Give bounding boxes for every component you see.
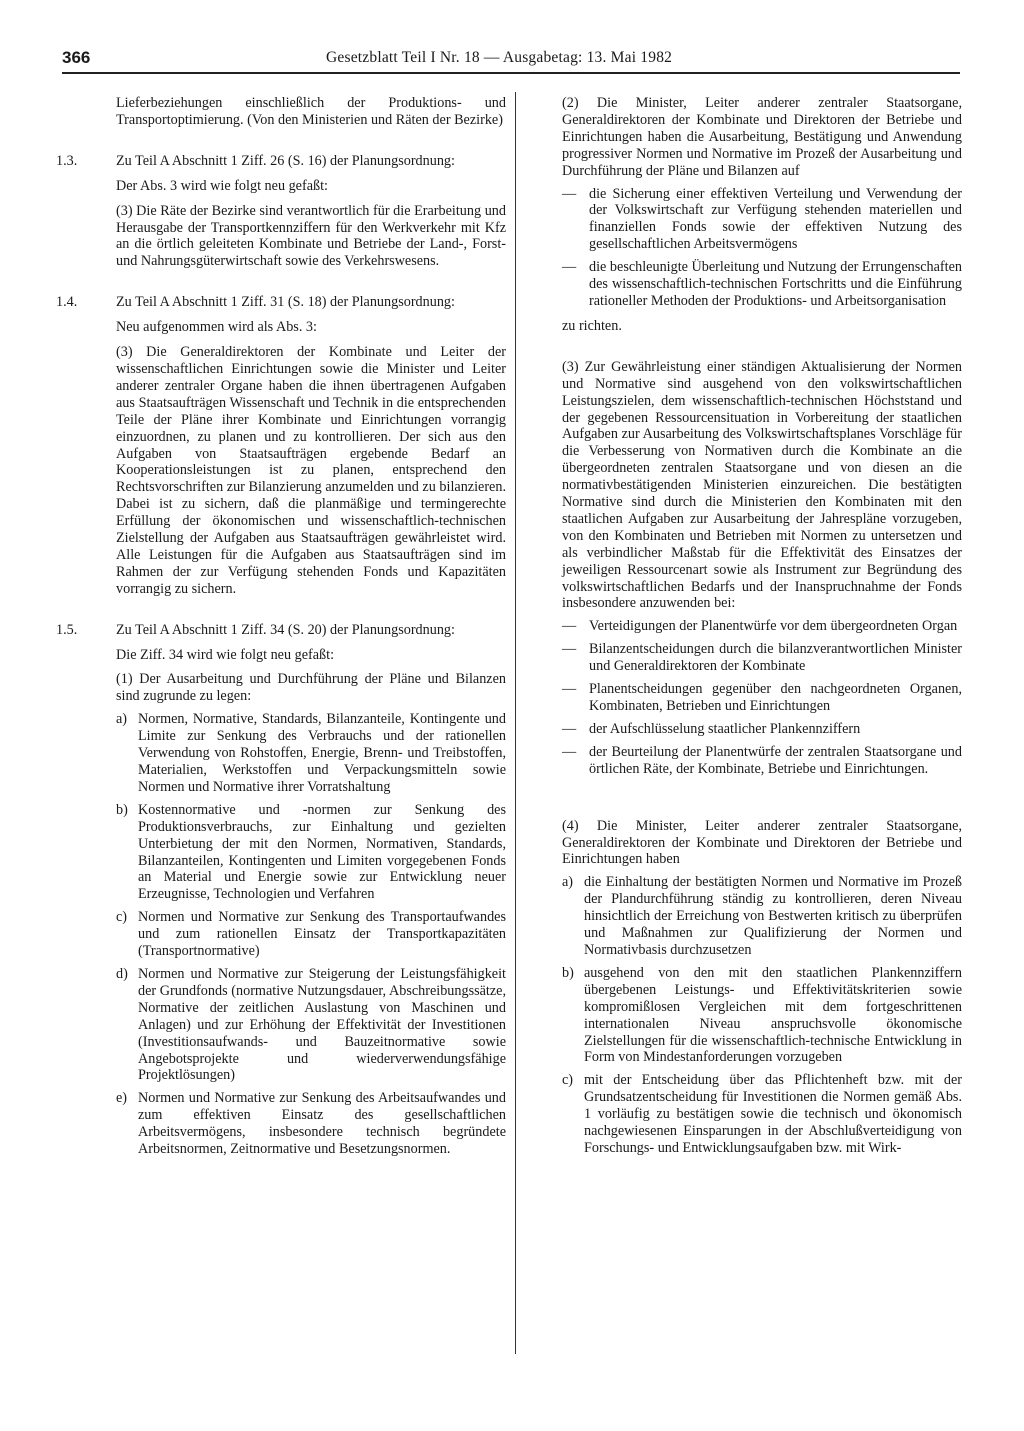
continuation-text: Lieferbeziehungen einschließlich der Produktions- und Transportoptimierung. (Von den Ministerien und Räten der Bezirke) <box>116 95 506 128</box>
list-marker: e) <box>116 1090 128 1107</box>
list-item-text: Planentscheidungen gegenüber den nachgeordneten Organen, Kombinaten, Betrieben und Einrichtungen <box>589 681 962 714</box>
dash-marker: — <box>562 641 577 658</box>
dash-marker: — <box>562 681 577 698</box>
dash-marker: — <box>562 720 577 737</box>
list-item <box>562 1072 962 1157</box>
column-divider <box>515 92 516 1354</box>
list-item-text: Verteidigungen der Planentwürfe vor dem übergeordneten Organ <box>589 618 958 635</box>
dash-list-item <box>562 721 962 738</box>
paragraph-3: (3) Zur Gewährleistung einer ständigen Aktualisierung der Normen und Normative sind ausgehend von den volkswirtschaftlichen Leistungszielen, dem wissenschaftlich-technischen Höchststand und der gegebenen Ressourcensituation in Vorbereitung der staatlichen Aufgaben zur Ausarbeitung des Volkswirtschaftsplanes Vorschläge für die Verbesserung von Normativen durch die Kombinate an die übergeordneten zentralen Staatsorgane und von diesen an die normativbestätigenden Ministerien einzureichen. Die bestätigten Normative sind durch die Ministerien den Kombinaten mit den staatlichen Aufgaben zur Ausarbeitung der Jahrespläne vorzugeben, von den Kombinaten und Betrieben mit Normen zu untersetzen und als verbindlicher Maßstab für die Effektivität des Einsatzes der jeweiligen Ressourcenart sowie als Instrument zur Begründung des volkswirtschaftlichen Bedarfs und der Inanspruchnahme der Fonds insbesondere anzuwenden bei: <box>562 358 962 612</box>
section-heading: Zu Teil A Abschnitt 1 Ziff. 26 (S. 16) der Planungsordnung: <box>116 152 455 169</box>
list-item-text: Bilanzentscheidungen durch die bilanzverantwortlichen Minister und Generaldirektoren der Kombinate <box>589 641 962 675</box>
list-marker: d) <box>116 965 128 982</box>
section-intro: Der Abs. 3 wird wie folgt neu gefaßt: <box>116 177 328 194</box>
dash-list-item <box>562 186 962 254</box>
list-item <box>562 965 962 1066</box>
list-item-text: der Beurteilung der Planentwürfe der zentralen Staatsorgane und örtlichen Räte, der Kombinate, Betriebe und Einrichtungen. <box>589 743 962 777</box>
left-column <box>56 95 506 1158</box>
section-heading: Zu Teil A Abschnitt 1 Ziff. 31 (S. 18) der Planungsordnung: <box>116 294 455 311</box>
right-column <box>562 95 962 1157</box>
list-item-text: ausgehend von den mit den staatlichen Plankennziffern übergebenen Leistungs- und Effektivitätskriterien sowie kompromißlosen Vergleichen mit dem fortgeschrittenen internationalen Niveau anspruchsvolle ökonomische Zielstellungen für die wissenschaftlich-technische Entwicklung in Form von Mindestanforderungen vorzugeben <box>584 964 962 1066</box>
list-item-text: Normen, Normative, Standards, Bilanzanteile, Kontingente und Limite zur Senkung des Verbrauchs und der rationellen Verwendung von Rohstoffen, Energie, Brenn- und Treibstoffen, Materialien, Werkstoffen und Verpackungsmitteln sowie Normen und Normative ihrer Vorratshaltung <box>138 711 506 795</box>
list-item-text: Kostennormative und -normen zur Senkung des Produktionsverbrauchs, zur Einhaltung und gezielten Unterbietung der mit den Normen, Normativen, Standards, Bilanzanteilen, Kontingenten und Limiten vorgegebenen Fonds an Material und Energie sowie zur Entwicklung neuer Erzeugnisse, Technologien und Verfahren <box>138 801 506 903</box>
dash-list-item <box>562 641 962 675</box>
list-marker: c) <box>116 909 128 926</box>
list-marker: a) <box>116 711 128 728</box>
list-item <box>116 711 506 796</box>
dash-marker: — <box>562 185 577 202</box>
running-head: Gesetzblatt Teil I Nr. 18 — Ausgabetag: 13. Mai 1982 <box>326 49 673 66</box>
section-body-text: (3) Die Räte der Bezirke sind verantwortlich für die Erarbeitung und Herausgabe der Transportkennziffern für den Werkverkehr mit Kfz an die örtlich geleiteten Kombinate und Betriebe der Land-, Forst- und Nahrungsgüterwirtschaft sowie des Verkehrswesens. <box>116 202 506 270</box>
paragraph-2-end: zu richten. <box>562 317 622 334</box>
list-item <box>116 909 506 960</box>
section-body-text: (3) Die Generaldirektoren der Kombinate und Leiter der wissenschaftlichen Einrichtungen sowie die Minister und Leiter anderer zentraler Organe haben die ihnen übertragenen Aufgaben aus Staatsaufträgen Wissenschaft und Technik in die entsprechenden Teile der Pläne ihrer Kombinate und Einrichtungen vorrangig einzuordnen, zu planen und zu kontrollieren. Der sich aus den Aufgaben von Staatsaufträgen ergebende Bedarf an Kooperationsleistungen ist zu planen, entsprechend den Rechtsvorschriften zur Bilanzierung anzumelden und zu bilanzieren. Dabei ist zu sichern, daß die planmäßige und termingerechte Erfüllung der ökonomischen und wissenschaftlich-technischen Zielstellung der Aufgaben aus Staatsaufträgen gewährleistet wird. Alle Leistungen für die Aufgaben aus Staatsaufträgen sind im Rahmen der zur Verfügung stehenden Fonds und Kapazitäten vorrangig zu sichern. <box>116 344 506 597</box>
list-marker: b) <box>562 964 574 981</box>
section-number: 1.5. <box>56 621 78 638</box>
section-1-3 <box>56 153 506 270</box>
list-marker: b) <box>116 801 128 818</box>
page-number: 366 <box>62 48 91 67</box>
section-intro: Neu aufgenommen wird als Abs. 3: <box>116 319 317 336</box>
list-item-text: die beschleunigte Überleitung und Nutzung der Errungenschaften des wissenschaftlich-technischen Fortschritts und die Einführung rationeller Methoden der Produktions- und Arbeitsorganisation <box>589 259 962 309</box>
list-marker: c) <box>562 1072 574 1089</box>
dash-marker: — <box>562 618 577 635</box>
list-item <box>116 802 506 903</box>
section-intro: Die Ziff. 34 wird wie folgt neu gefaßt: <box>116 646 335 663</box>
list-item-text: Normen und Normative zur Steigerung der Leistungsfähigkeit der Grundfonds (normative Nutzungsdauer, Abschreibungssätze, Normative der zeitlichen Auslastung von Maschinen und Anlagen) und zur Erhöhung der Effektivität der Investitionen (Investitionsaufwands- und Bauzeitnormative sowie Angebotsprojekte und wiederverwendungsfähige Projektlösungen) <box>138 965 506 1084</box>
section-heading: Zu Teil A Abschnitt 1 Ziff. 34 (S. 20) der Planungsordnung: <box>116 621 455 638</box>
dash-marker: — <box>562 743 577 760</box>
section-paragraph-1: (1) Der Ausarbeitung und Durchführung der Pläne und Bilanzen sind zugrunde zu legen: <box>116 671 506 705</box>
list-item-text: die Einhaltung der bestätigten Normen und Normative im Prozeß der Plandurchführung ständig zu kontrollieren, deren Niveau hinsichtlich der Erreichung von Bestwerten kritisch zu überprüfen und Maßnahmen zur Qualifizierung der Normen und Normativbasis durchzusetzen <box>584 874 962 958</box>
list-item-text: Normen und Normative zur Senkung des Arbeitsaufwandes und zum effektiven Einsatz des gesellschaftlichen Arbeitsvermögens, insbesondere technisch begründete Arbeitsnormen, Zeitnormative und Besetzungsnormen. <box>138 1090 506 1158</box>
section-1-5 <box>56 622 506 1158</box>
list-item <box>562 874 962 959</box>
dash-marker: — <box>562 259 577 276</box>
list-item <box>116 966 506 1084</box>
dash-list-item <box>562 744 962 778</box>
paragraph-2: (2) Die Minister, Leiter anderer zentraler Staatsorgane, Generaldirektoren der Kombinate und Direktoren der Betriebe und Einrichtungen haben die Ausarbeitung, Bestätigung und Anwendung progressiver Normen und Normative im Prozeß der Ausarbeitung und Durchführung der Pläne und Bilanzen auf <box>562 95 962 179</box>
list-item-text: die Sicherung einer effektiven Verteilung und Verwendung der der Volkswirtschaft zur Verfügung stehenden materiellen und finanziellen Fonds sowie der effektiven Nutzung des gesellschaftlichen Arbeitsvermögens <box>589 185 962 253</box>
list-marker: a) <box>562 874 574 891</box>
list-item-text: mit der Entscheidung über das Pflichtenheft bzw. mit der Grundsatzentscheidung für Investitionen die Normen gemäß Abs. 1 vorläufig zu bestätigen sowie die technisch und ökonomisch nachgewiesenen Einsparungen in der Abschlußverteidigung von Forschungs- und Entwicklungsaufgaben bzw. mit Wirk- <box>584 1072 962 1156</box>
header-rule <box>62 72 960 74</box>
list-item-text: der Aufschlüsselung staatlicher Plankennziffern <box>589 720 861 737</box>
dash-list-item <box>562 681 962 715</box>
dash-list-item <box>562 618 962 635</box>
list-item-text: Normen und Normative zur Senkung des Transportaufwandes und zum rationellen Einsatz der Transportkapazitäten (Transportnormative) <box>138 909 506 960</box>
dash-list-item <box>562 259 962 310</box>
section-number: 1.4. <box>56 294 78 311</box>
list-item <box>116 1090 506 1158</box>
paragraph-4: (4) Die Minister, Leiter anderer zentraler Staatsorgane, Generaldirektoren der Kombinate und Direktoren der Betriebe und Einrichtungen haben <box>562 817 962 868</box>
section-number: 1.3. <box>56 152 78 169</box>
section-1-4 <box>56 294 506 597</box>
